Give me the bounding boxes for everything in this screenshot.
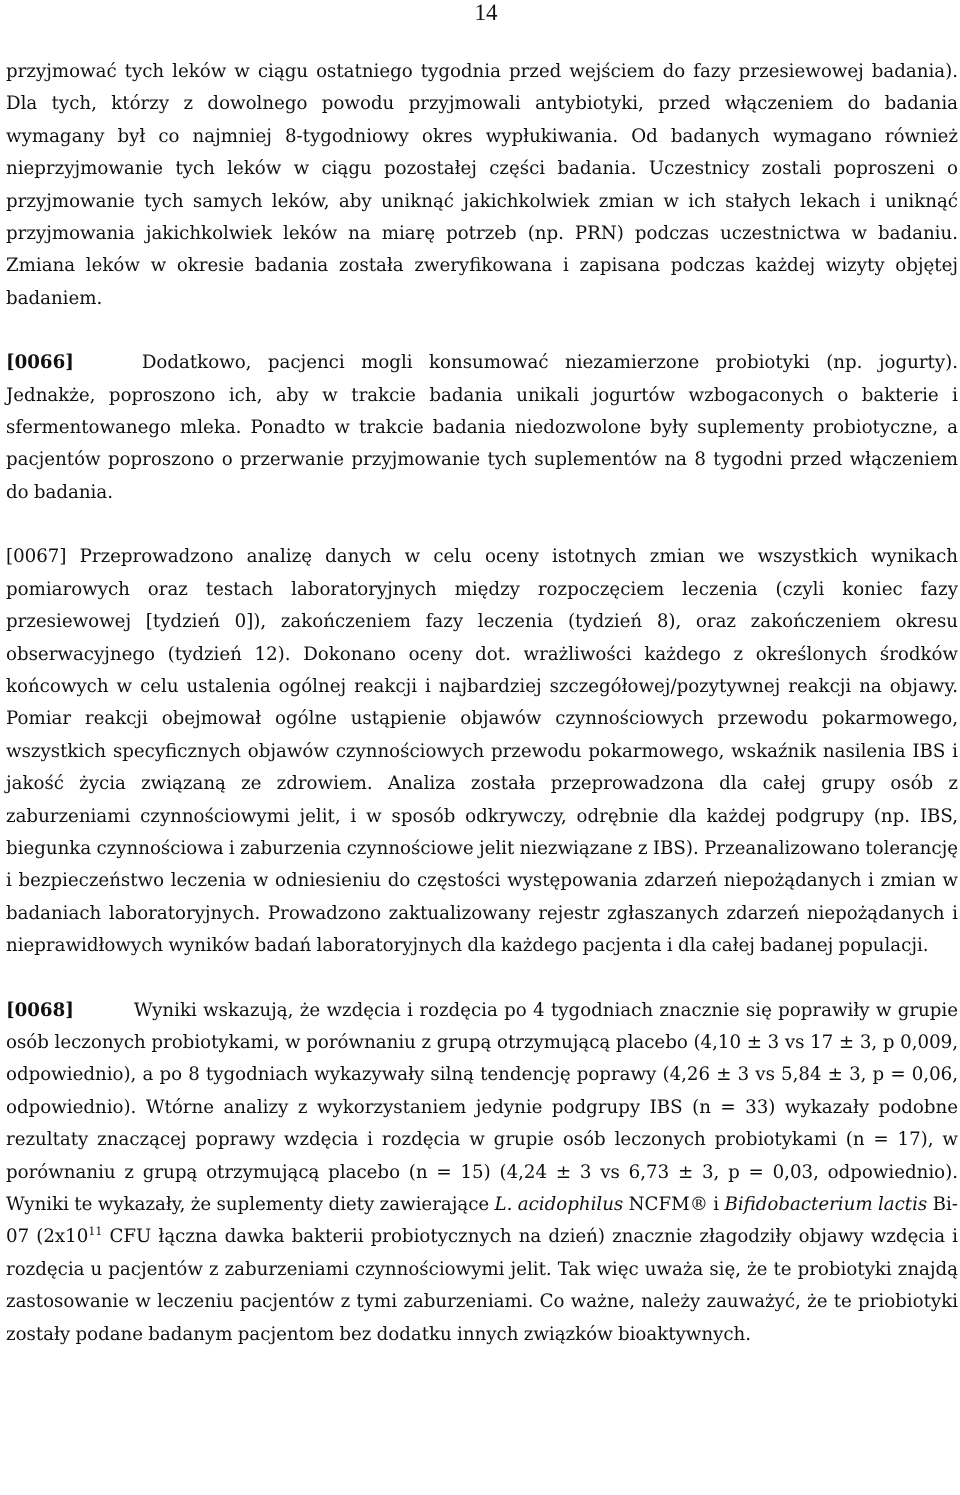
paragraph-text: Dodatkowo, pacjenci mogli konsumować niezamierzone probiotyki (np. jogurty). Jednakże, poproszono ich, aby w trakcie badania unikali jogurtów wzbogaconych o bakterie i sfermentowanego mleka. Ponadto w trakcie badania niedozwolone były suplementy probiotyczne, a pacjentów poproszono o przerwanie przyjmowanie tych suplementów na 8 tygodni przed włączeniem do badania. (6, 352, 958, 503)
paragraph-text: NCFM® i (628, 1194, 720, 1215)
paragraph-0066 (6, 347, 958, 509)
paragraph-text: przyjmować tych leków w ciągu ostatniego tygodnia przed wejściem do fazy przesiewowej badania). Dla tych, którzy z dowolnego powodu przyjmowali antybiotyki, przed włączeniem do badania wymagany był co najmniej 8-tygodniowy okres wypłukiwania. Od badanych wymagano również nieprzyjmowanie tych leków w ciągu pozostałej części badania. Uczestnicy zostali poproszeni o przyjmowanie tych samych leków, aby uniknąć jakichkolwiek zmian w ich stałych lekach i uniknąć przyjmowania jakichkolwiek leków na miarę potrzeb (np. PRN) podczas uczestnictwa w badaniu. Zmiana leków w okresie badania została zweryfikowana i zapisana podczas każdej wizyty objętej badaniem. (6, 61, 958, 309)
document-body (6, 56, 958, 1351)
paragraph-text: Wyniki wskazują, że wzdęcia i rozdęcia po 4 tygodniach znacznie się poprawiły w grupie osób leczonych probiotykami, w porównaniu z grupą otrzymującą placebo (4,10 ± 3 vs 17 ± 3, p 0,009, odpowiednio), a po 8 tygodniach wykazywały silną tendencję poprawy (4,26 ± 3 vs 5,84 ± 3, p = 0,06, odpowiednio). Wtórne analizy z wykorzystaniem jedynie podgrupy IBS (n = 33) wykazały podobne rezultaty znaczącej poprawy wzdęcia i rozdęcia w grupie osób leczonych probiotykami (n = 17), w porównaniu z grupą otrzymującą placebo (n = 15) (4,24 ± 3 vs 6,73 ± 3, p = 0,03, odpowiednio). Wyniki te wykazały, że suplementy diety zawierające (6, 999, 958, 1215)
paragraph-number: [0067] (6, 546, 67, 568)
paragraph-text: Bi-07 (2x10 (6, 1194, 958, 1248)
paragraph-0068 (6, 995, 958, 1351)
species-name: Bifidobacterium lactis (724, 1194, 928, 1215)
paragraph-0067 (6, 541, 958, 962)
species-name: L. acidophilus (494, 1194, 624, 1215)
paragraph-number: [0068] (6, 999, 74, 1021)
paragraph-number: [0066] (6, 352, 74, 374)
page-number: 14 (474, 0, 498, 25)
paragraph-continued (6, 56, 958, 315)
paragraph-text: CFU łączna dawka bakterii probiotycznych na dzień) znacznie złagodziły objawy wzdęcia i rozdęcia u pacjentów z zaburzeniami czynnościowymi jelit. Tak więc uważa się, że te probiotyki znajdą zastosowanie w leczeniu pacjentów z tymi zaburzeniami. Co ważne, należy zauważyć, że te priobiotyki zostały podane badanym pacjentom bez dodatku innych związków bioaktywnych. (6, 1226, 958, 1345)
paragraph-text: Przeprowadzono analizę danych w celu oceny istotnych zmian we wszystkich wynikach pomiarowych oraz testach laboratoryjnych między rozpoczęciem leczenia (czyli koniec fazy przesiewowej [tydzień 0]), zakończeniem fazy leczenia (tydzień 8), oraz zakończeniem okresu obserwacyjnego (tydzień 12). Dokonano oceny dot. wrażliwości każdego z określonych środków końcowych w celu ustalenia ogólnej reakcji i najbardziej szczegółowej/pozytywnej reakcji na objawy. Pomiar reakcji obejmował ogólne ustąpienie objawów czynnościowych przewodu pokarmowego, wszystkich specyficznych objawów czynnościowych przewodu pokarmowego, wskaźnik nasilenia IBS i jakość życia związaną ze zdrowiem. Analiza została przeprowadzona dla całej grupy osób z zaburzeniami czynnościowymi jelit, i w sposób odkrywczy, odrębnie dla każdej podgrupy (np. IBS, biegunka czynnościowa i zaburzenia czynnościowe jelit niezwiązane z IBS). Przeanalizowano tolerancję i bezpieczeństwo leczenia w odniesieniu do częstości występowania zdarzeń niepożądanych i zmian w badaniach laboratoryjnych. Prowadzono zaktualizowany rejestr zgłaszanych zdarzeń niepożądanych i nieprawidłowych wyników badań laboratoryjnych dla każdego pacjenta i dla całej badanej populacji. (6, 546, 958, 957)
exponent: 11 (88, 1225, 103, 1239)
